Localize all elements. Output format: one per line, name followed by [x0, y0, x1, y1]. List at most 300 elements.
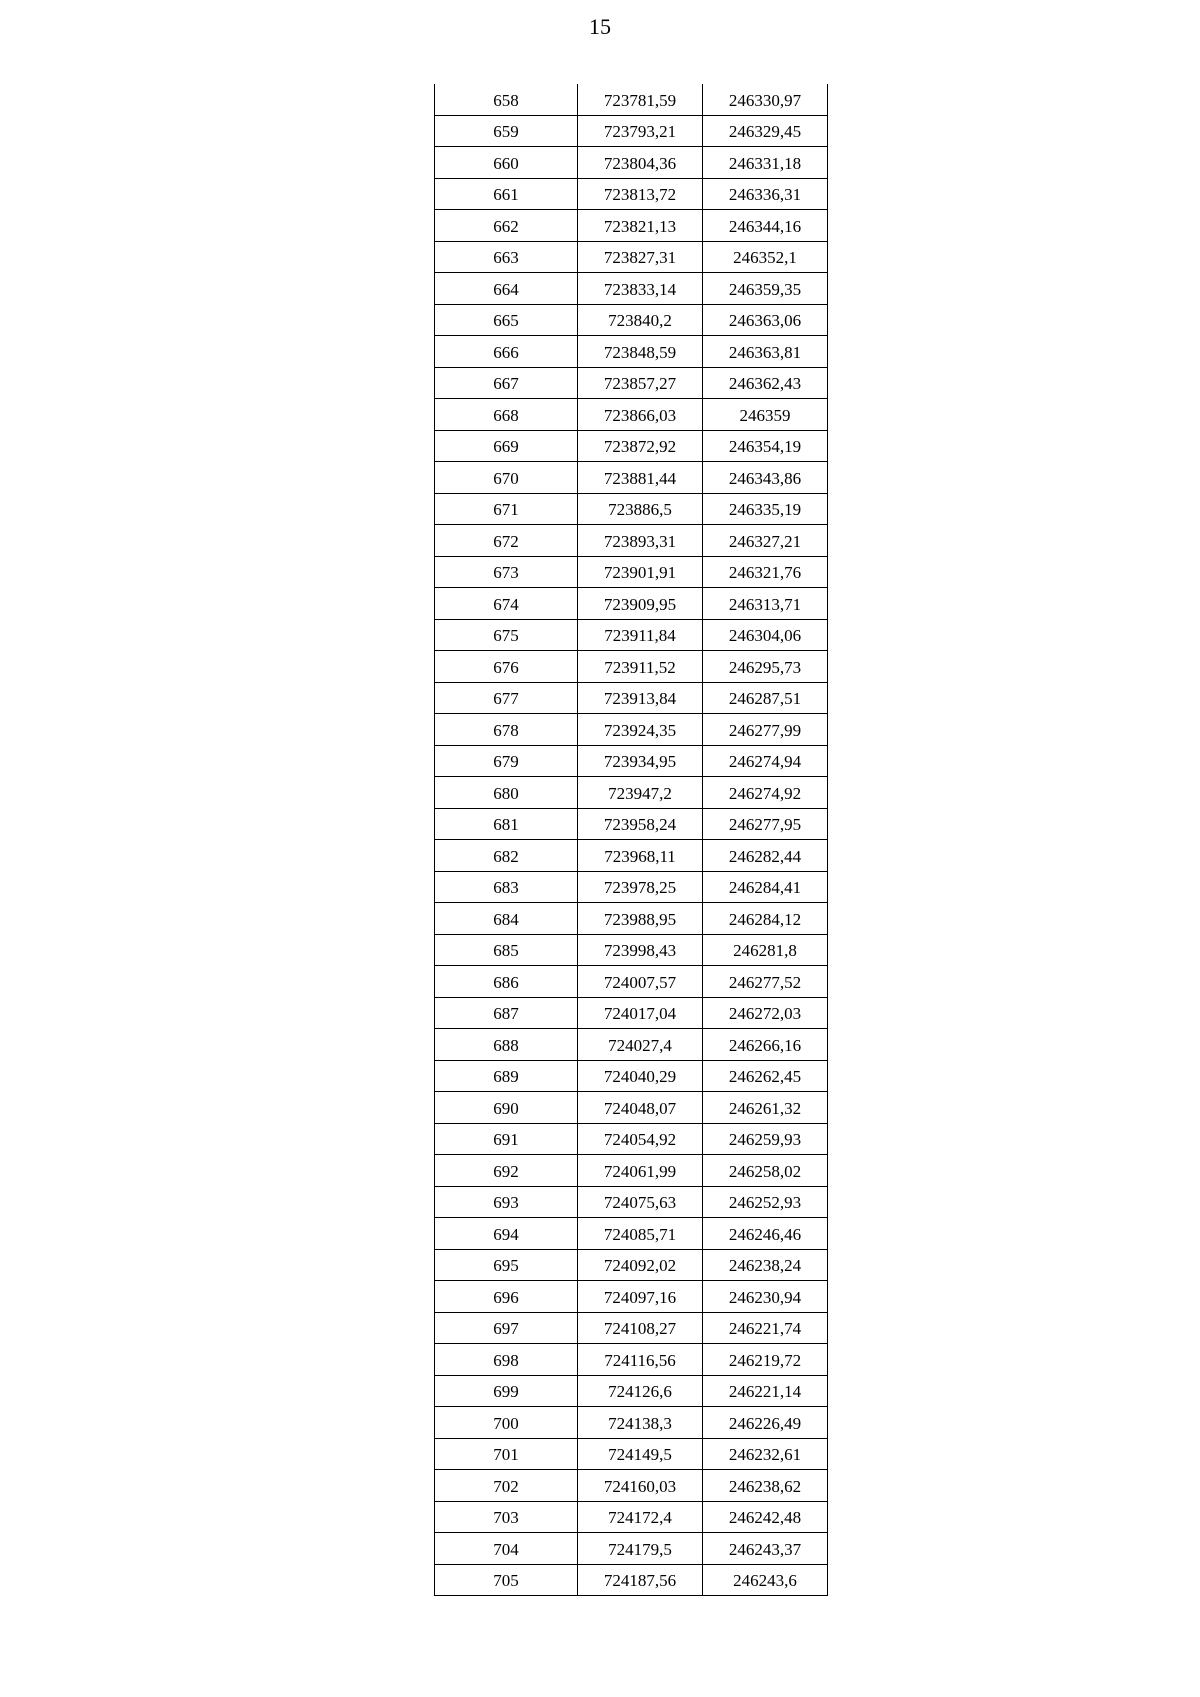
y-coordinate-cell	[703, 1186, 828, 1218]
y-coordinate-cell	[703, 241, 828, 273]
x-coordinate-cell	[578, 588, 703, 620]
table-row	[435, 1281, 828, 1313]
point-number-cell	[435, 1470, 578, 1502]
point-number-cell	[435, 1344, 578, 1376]
table-row	[435, 1218, 828, 1250]
point-number-cell	[435, 777, 578, 809]
y-coordinate-cell	[703, 997, 828, 1029]
coordinates-table	[434, 84, 828, 1596]
point-number-cell	[435, 462, 578, 494]
y-coordinate-cell	[703, 777, 828, 809]
point-number-cell	[435, 1312, 578, 1344]
cell-text: 674	[493, 594, 519, 614]
cell-text: 724092,02	[603, 1256, 677, 1275]
cell-text: 671	[493, 500, 519, 519]
cell-text: 723866,03	[603, 405, 677, 425]
x-coordinate-cell	[578, 493, 703, 525]
cell-text: 675	[493, 626, 519, 645]
cell-text: 246277,95	[728, 815, 802, 834]
y-coordinate-cell	[703, 430, 828, 462]
point-number-cell	[435, 651, 578, 683]
cell-text: 723893,31	[603, 531, 677, 551]
y-coordinate-cell	[703, 1501, 828, 1533]
cell-text: 705	[493, 1571, 519, 1590]
table-row	[435, 1060, 828, 1092]
y-coordinate-cell	[703, 871, 828, 903]
cell-text: 246272,03	[728, 1004, 802, 1023]
x-coordinate-cell	[578, 1218, 703, 1250]
cell-text: 246284,12	[728, 909, 802, 929]
cell-text: 723978,25	[603, 878, 677, 897]
point-number-cell	[435, 1375, 578, 1407]
point-number-cell	[435, 1407, 578, 1439]
x-coordinate-cell	[578, 619, 703, 651]
cell-text: 723934,95	[603, 752, 677, 771]
cell-text: 246282,44	[728, 846, 802, 866]
cell-text: 723901,91	[603, 563, 677, 582]
table-row	[435, 178, 828, 210]
cell-text: 662	[493, 216, 519, 236]
cell-text: 246343,86	[728, 468, 802, 488]
cell-text: 723998,43	[603, 941, 677, 960]
x-coordinate-cell	[578, 1155, 703, 1187]
cell-text: 723947,2	[608, 783, 672, 803]
point-number-cell	[435, 1186, 578, 1218]
point-number-cell	[435, 997, 578, 1029]
y-coordinate-cell	[703, 84, 828, 115]
cell-text: 723872,92	[603, 437, 677, 456]
x-coordinate-cell	[578, 997, 703, 1029]
table-row	[435, 147, 828, 179]
cell-text: 246259,93	[728, 1130, 802, 1149]
y-coordinate-cell	[703, 745, 828, 777]
x-coordinate-cell	[578, 934, 703, 966]
x-coordinate-cell	[578, 777, 703, 809]
cell-text: 246335,19	[728, 500, 802, 519]
point-number-cell	[435, 147, 578, 179]
y-coordinate-cell	[703, 1060, 828, 1092]
point-number-cell	[435, 84, 578, 115]
cell-text: 724179,5	[608, 1539, 672, 1559]
cell-text: 701	[493, 1445, 519, 1464]
y-coordinate-cell	[703, 336, 828, 368]
table-row	[435, 1186, 828, 1218]
cell-text: 677	[493, 689, 519, 708]
table-row	[435, 1438, 828, 1470]
cell-text: 723909,95	[603, 594, 677, 614]
table-row	[435, 525, 828, 557]
cell-text: 724116,56	[604, 1350, 676, 1370]
cell-text: 691	[493, 1130, 519, 1149]
cell-text: 673	[493, 563, 519, 582]
cell-text: 246258,02	[728, 1161, 802, 1181]
cell-text: 723821,13	[603, 216, 677, 236]
cell-text: 700	[493, 1413, 519, 1433]
cell-text: 246274,92	[728, 783, 802, 803]
cell-text: 246221,14	[728, 1382, 802, 1401]
table-row	[435, 399, 828, 431]
cell-text: 667	[493, 374, 519, 393]
cell-text: 246330,97	[728, 90, 802, 110]
x-coordinate-cell	[578, 525, 703, 557]
cell-text: 679	[493, 752, 519, 771]
point-number-cell	[435, 241, 578, 273]
cell-text: 246329,45	[728, 122, 802, 141]
y-coordinate-cell	[703, 367, 828, 399]
cell-text: 697	[493, 1319, 519, 1338]
table-row	[435, 1501, 828, 1533]
point-number-cell	[435, 1249, 578, 1281]
x-coordinate-cell	[578, 871, 703, 903]
cell-text: 724040,29	[603, 1067, 677, 1086]
table-row	[435, 934, 828, 966]
x-coordinate-cell	[578, 682, 703, 714]
point-number-cell	[435, 714, 578, 746]
y-coordinate-cell	[703, 1092, 828, 1124]
cell-text: 246281,8	[733, 941, 797, 960]
cell-text: 686	[493, 972, 519, 992]
cell-text: 246246,46	[728, 1224, 802, 1244]
cell-text: 246238,24	[728, 1256, 802, 1275]
table-row	[435, 336, 828, 368]
cell-text: 723911,84	[604, 626, 676, 645]
table-row	[435, 619, 828, 651]
cell-text: 246242,48	[728, 1508, 802, 1527]
cell-text: 246261,32	[728, 1098, 802, 1118]
x-coordinate-cell	[578, 430, 703, 462]
cell-text: 724149,5	[608, 1445, 672, 1464]
y-coordinate-cell	[703, 273, 828, 305]
cell-text: 724097,16	[603, 1287, 677, 1307]
cell-text: 684	[493, 909, 519, 929]
cell-text: 669	[493, 437, 519, 456]
cell-text: 723881,44	[603, 468, 677, 488]
cell-text: 723924,35	[603, 720, 677, 740]
cell-text: 724075,63	[603, 1193, 677, 1212]
point-number-cell	[435, 1092, 578, 1124]
table-row	[435, 871, 828, 903]
point-number-cell	[435, 966, 578, 998]
cell-text: 723968,11	[604, 846, 676, 866]
x-coordinate-cell	[578, 462, 703, 494]
cell-text: 660	[493, 153, 519, 173]
y-coordinate-cell	[703, 1312, 828, 1344]
cell-text: 723827,31	[603, 248, 677, 267]
page-number: 15	[589, 14, 611, 39]
y-coordinate-cell	[703, 651, 828, 683]
cell-text: 246352,1	[733, 248, 797, 267]
y-coordinate-cell	[703, 462, 828, 494]
cell-text: 666	[493, 342, 519, 362]
point-number-cell	[435, 273, 578, 305]
table-row	[435, 1123, 828, 1155]
cell-text: 246226,49	[728, 1413, 802, 1433]
cell-text: 246262,45	[728, 1067, 802, 1086]
y-coordinate-cell	[703, 619, 828, 651]
table-row	[435, 241, 828, 273]
x-coordinate-cell	[578, 241, 703, 273]
cell-text: 724054,92	[603, 1130, 677, 1149]
cell-text: 670	[493, 468, 519, 488]
point-number-cell	[435, 1123, 578, 1155]
point-number-cell	[435, 808, 578, 840]
cell-text: 680	[493, 783, 519, 803]
table-row	[435, 588, 828, 620]
y-coordinate-cell	[703, 1344, 828, 1376]
x-coordinate-cell	[578, 1249, 703, 1281]
cell-text: 246295,73	[728, 657, 802, 677]
point-number-cell	[435, 1029, 578, 1061]
cell-text: 658	[493, 90, 519, 110]
y-coordinate-cell	[703, 525, 828, 557]
x-coordinate-cell	[578, 273, 703, 305]
cell-text: 246243,6	[733, 1571, 797, 1590]
cell-text: 723988,95	[603, 909, 677, 929]
cell-text: 704	[493, 1539, 519, 1559]
cell-text: 246359	[739, 405, 791, 425]
cell-text: 724160,03	[603, 1476, 677, 1496]
point-number-cell	[435, 556, 578, 588]
table-row	[435, 493, 828, 525]
table-row	[435, 682, 828, 714]
x-coordinate-cell	[578, 556, 703, 588]
cell-text: 246230,94	[728, 1287, 802, 1307]
table-row	[435, 462, 828, 494]
point-number-cell	[435, 934, 578, 966]
cell-text: 246321,76	[728, 563, 802, 582]
point-number-cell	[435, 178, 578, 210]
cell-text: 246252,93	[728, 1193, 802, 1212]
cell-text: 724061,99	[603, 1161, 677, 1181]
table-row	[435, 115, 828, 147]
y-coordinate-cell	[703, 147, 828, 179]
point-number-cell	[435, 1155, 578, 1187]
point-number-cell	[435, 210, 578, 242]
x-coordinate-cell	[578, 115, 703, 147]
x-coordinate-cell	[578, 1470, 703, 1502]
y-coordinate-cell	[703, 840, 828, 872]
y-coordinate-cell	[703, 1123, 828, 1155]
y-coordinate-cell	[703, 1281, 828, 1313]
x-coordinate-cell	[578, 1407, 703, 1439]
cell-text: 246277,99	[728, 720, 802, 740]
cell-text: 723813,72	[603, 185, 677, 204]
cell-text: 246219,72	[728, 1350, 802, 1370]
cell-text: 723833,14	[603, 279, 677, 299]
cell-text: 678	[493, 720, 519, 740]
cell-text: 665	[493, 311, 519, 330]
x-coordinate-cell	[578, 1186, 703, 1218]
y-coordinate-cell	[703, 304, 828, 336]
table-row	[435, 1533, 828, 1565]
cell-text: 724138,3	[608, 1413, 672, 1433]
cell-text: 723793,21	[603, 122, 677, 141]
y-coordinate-cell	[703, 808, 828, 840]
cell-text: 724108,27	[603, 1319, 677, 1338]
y-coordinate-cell	[703, 934, 828, 966]
cell-text: 672	[493, 531, 519, 551]
table-row	[435, 745, 828, 777]
table-row	[435, 840, 828, 872]
point-number-cell	[435, 336, 578, 368]
x-coordinate-cell	[578, 367, 703, 399]
point-number-cell	[435, 1564, 578, 1596]
cell-text: 689	[493, 1067, 519, 1086]
cell-text: 664	[493, 279, 519, 299]
table-row	[435, 808, 828, 840]
y-coordinate-cell	[703, 1155, 828, 1187]
cell-text: 724017,04	[603, 1004, 677, 1023]
cell-text: 246336,31	[728, 185, 802, 204]
x-coordinate-cell	[578, 745, 703, 777]
cell-text: 699	[493, 1382, 519, 1401]
table-row	[435, 1344, 828, 1376]
point-number-cell	[435, 1060, 578, 1092]
cell-text: 246266,16	[728, 1035, 802, 1055]
cell-text: 246363,06	[728, 311, 802, 330]
point-number-cell	[435, 493, 578, 525]
cell-text: 692	[493, 1161, 519, 1181]
cell-text: 246344,16	[728, 216, 802, 236]
cell-text: 688	[493, 1035, 519, 1055]
cell-text: 246277,52	[728, 972, 802, 992]
point-number-cell	[435, 1218, 578, 1250]
cell-text: 724085,71	[603, 1224, 677, 1244]
table-row	[435, 273, 828, 305]
y-coordinate-cell	[703, 210, 828, 242]
cell-text: 694	[493, 1224, 519, 1244]
cell-text: 723857,27	[603, 374, 677, 393]
cell-text: 246304,06	[728, 626, 802, 645]
cell-text: 246243,37	[728, 1539, 802, 1559]
table-row	[435, 556, 828, 588]
cell-text: 246362,43	[728, 374, 802, 393]
x-coordinate-cell	[578, 1029, 703, 1061]
cell-text: 698	[493, 1350, 519, 1370]
x-coordinate-cell	[578, 84, 703, 115]
point-number-cell	[435, 588, 578, 620]
x-coordinate-cell	[578, 1092, 703, 1124]
table-row	[435, 714, 828, 746]
cell-text: 695	[493, 1256, 519, 1275]
table-row	[435, 430, 828, 462]
x-coordinate-cell	[578, 1501, 703, 1533]
cell-text: 246313,71	[728, 594, 802, 614]
point-number-cell	[435, 682, 578, 714]
table-row	[435, 1029, 828, 1061]
x-coordinate-cell	[578, 210, 703, 242]
point-number-cell	[435, 1281, 578, 1313]
x-coordinate-cell	[578, 1438, 703, 1470]
cell-text: 246287,51	[728, 689, 802, 708]
table-row	[435, 1249, 828, 1281]
table-row	[435, 966, 828, 998]
cell-text: 693	[493, 1193, 519, 1212]
y-coordinate-cell	[703, 1438, 828, 1470]
cell-text: 723913,84	[603, 689, 677, 708]
table-row	[435, 997, 828, 1029]
x-coordinate-cell	[578, 1281, 703, 1313]
table-row	[435, 1407, 828, 1439]
cell-text: 723840,2	[608, 311, 672, 330]
table-row	[435, 1312, 828, 1344]
x-coordinate-cell	[578, 1375, 703, 1407]
coordinates-table-body	[435, 84, 828, 1596]
table-row	[435, 304, 828, 336]
table-row	[435, 777, 828, 809]
point-number-cell	[435, 1533, 578, 1565]
cell-text: 659	[493, 122, 519, 141]
y-coordinate-cell	[703, 493, 828, 525]
x-coordinate-cell	[578, 1564, 703, 1596]
cell-text: 724027,4	[608, 1035, 672, 1055]
y-coordinate-cell	[703, 178, 828, 210]
table-row	[435, 903, 828, 935]
table-row	[435, 1155, 828, 1187]
y-coordinate-cell	[703, 1218, 828, 1250]
y-coordinate-cell	[703, 1533, 828, 1565]
point-number-cell	[435, 871, 578, 903]
cell-text: 682	[493, 846, 519, 866]
x-coordinate-cell	[578, 1344, 703, 1376]
x-coordinate-cell	[578, 147, 703, 179]
point-number-cell	[435, 840, 578, 872]
cell-text: 687	[493, 1004, 519, 1023]
y-coordinate-cell	[703, 556, 828, 588]
cell-text: 246221,74	[728, 1319, 802, 1338]
x-coordinate-cell	[578, 903, 703, 935]
x-coordinate-cell	[578, 808, 703, 840]
x-coordinate-cell	[578, 304, 703, 336]
point-number-cell	[435, 115, 578, 147]
y-coordinate-cell	[703, 1375, 828, 1407]
cell-text: 723804,36	[603, 153, 677, 173]
cell-text: 246238,62	[728, 1476, 802, 1496]
cell-text: 703	[493, 1508, 519, 1527]
point-number-cell	[435, 1438, 578, 1470]
y-coordinate-cell	[703, 1564, 828, 1596]
table-row	[435, 651, 828, 683]
point-number-cell	[435, 1501, 578, 1533]
table-row	[435, 1092, 828, 1124]
cell-text: 724187,56	[603, 1571, 677, 1590]
cell-text: 724126,6	[608, 1382, 672, 1401]
cell-text: 723781,59	[603, 90, 677, 110]
cell-text: 246274,94	[728, 752, 802, 771]
cell-text: 685	[493, 941, 519, 960]
cell-text: 724007,57	[603, 972, 677, 992]
x-coordinate-cell	[578, 714, 703, 746]
x-coordinate-cell	[578, 1533, 703, 1565]
point-number-cell	[435, 399, 578, 431]
x-coordinate-cell	[578, 1123, 703, 1155]
cell-text: 246284,41	[728, 878, 802, 897]
y-coordinate-cell	[703, 1249, 828, 1281]
cell-text: 723958,24	[603, 815, 677, 834]
y-coordinate-cell	[703, 1029, 828, 1061]
cell-text: 702	[493, 1476, 519, 1496]
x-coordinate-cell	[578, 966, 703, 998]
cell-text: 661	[493, 185, 519, 204]
table-row	[435, 367, 828, 399]
point-number-cell	[435, 903, 578, 935]
x-coordinate-cell	[578, 1060, 703, 1092]
x-coordinate-cell	[578, 651, 703, 683]
cell-text: 723911,52	[604, 657, 676, 677]
point-number-cell	[435, 304, 578, 336]
cell-text: 246232,61	[728, 1445, 802, 1464]
table-row	[435, 1564, 828, 1596]
